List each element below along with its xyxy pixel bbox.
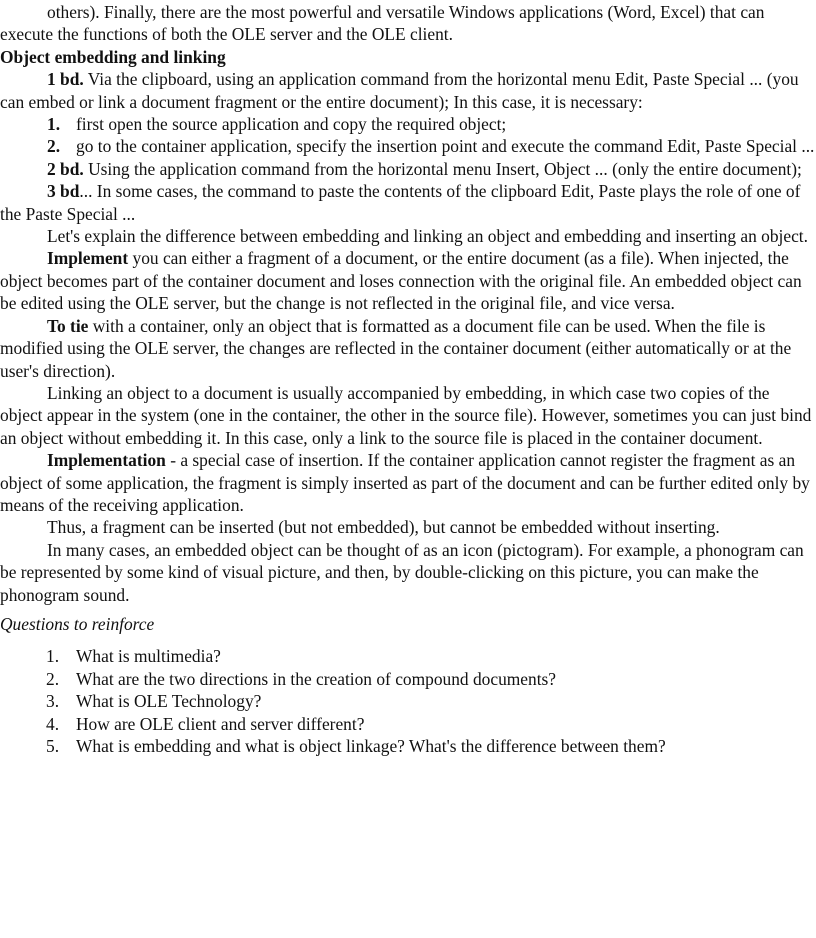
method-1-label: 1 bd.: [47, 69, 84, 90]
method-1-text: Via the clipboard, using an application command from the horizontal menu Edit, Paste Special ... (you can embed or link a document fragment or the entire document); In this case, it is necessary:: [0, 69, 799, 112]
section-heading: Object embedding and linking: [0, 46, 226, 67]
question-number: 5.: [46, 736, 60, 756]
questions-list: [0, 645, 816, 757]
question-item: [0, 735, 816, 757]
method-3-text: ... In some cases, the command to paste the contents of the clipboard Edit, Paste plays the role of one of the Paste Special ...: [0, 181, 801, 224]
method-3-paragraph: [0, 180, 816, 225]
questions-heading: Questions to reinforce: [0, 613, 155, 634]
linking-paragraph: Linking an object to a document is usually accompanied by embedding, in which case two copies of the object appear in the system (one in the container, the other in the source file). However, sometimes you can just bind an object without embedding it. In this case, only a link to the source file is placed in the container document.: [0, 382, 812, 448]
question-text: How are OLE client and server different?: [76, 713, 365, 734]
question-number: 3.: [46, 691, 60, 712]
implement-text: you can either a fragment of a document, or the entire document (as a file). When injected, the object becomes part of the container document and loses connection with the original file. An embedded object can be edited using the OLE server, but the change is not reflected in the original file, and vice versa.: [0, 248, 802, 314]
method-2-text: Using the application command from the horizontal menu Insert, Object ... (only the entire document);: [83, 158, 802, 179]
implementation-label: Implementation: [47, 450, 166, 471]
intro-continuation: others). Finally, there are the most powerful and versatile Windows applications (Word, Excel) that can execute the functions of both the OLE server and the OLE client.: [0, 2, 765, 45]
step-number: 1.: [47, 114, 61, 135]
step-item: [0, 135, 816, 157]
thus-paragraph: Thus, a fragment can be inserted (but not embedded), but cannot be embedded without inserting.: [47, 517, 720, 538]
icon-paragraph: In many cases, an embedded object can be thought of as an icon (pictogram). For example, a phonogram can be represented by some kind of visual picture, and then, by double-clicking on this picture, you can make the phonogram sound.: [0, 539, 804, 605]
question-item: [0, 645, 816, 667]
question-item: [0, 713, 816, 735]
question-text: What is embedding and what is object linkage? What's the difference between them?: [76, 736, 666, 756]
question-text: What is OLE Technology?: [76, 691, 262, 712]
question-number: 1.: [46, 646, 60, 667]
implement-paragraph: [0, 247, 816, 314]
explain-paragraph: Let's explain the difference between embedding and linking an object and embedding and inserting an object.: [47, 226, 808, 247]
step-number: 2.: [47, 136, 61, 157]
step-text: go to the container application, specify the insertion point and execute the command Edit, Paste Special ...: [76, 136, 815, 157]
question-text: What are the two directions in the creation of compound documents?: [76, 668, 557, 689]
question-number: 2.: [46, 668, 60, 689]
question-item: [0, 690, 816, 712]
implement-label: Implement: [47, 248, 129, 269]
method-3-label: 3 bd: [47, 181, 80, 202]
implementation-paragraph: [0, 449, 816, 516]
question-item: [0, 668, 816, 690]
step-item: [0, 113, 816, 135]
question-text: What is multimedia?: [76, 646, 221, 667]
method-2-paragraph: [0, 158, 816, 180]
question-number: 4.: [46, 713, 60, 734]
step-text: first open the source application and copy the required object;: [76, 114, 507, 135]
method-1-paragraph: [0, 68, 816, 113]
tie-paragraph: [0, 315, 816, 382]
tie-label: To tie: [47, 315, 89, 336]
tie-text: with a container, only an object that is formatted as a document file can be used. When the file is modified using the OLE server, the changes are reflected in the container document (either automatically or at the user's direction).: [0, 315, 792, 381]
implementation-text: - a special case of insertion. If the container application cannot register the fragment as an object of some application, the fragment is simply inserted as part of the document and can be further edited only by means of the receiving application.: [0, 450, 810, 515]
method-2-label: 2 bd.: [47, 158, 84, 179]
document-page: [0, 1, 816, 757]
